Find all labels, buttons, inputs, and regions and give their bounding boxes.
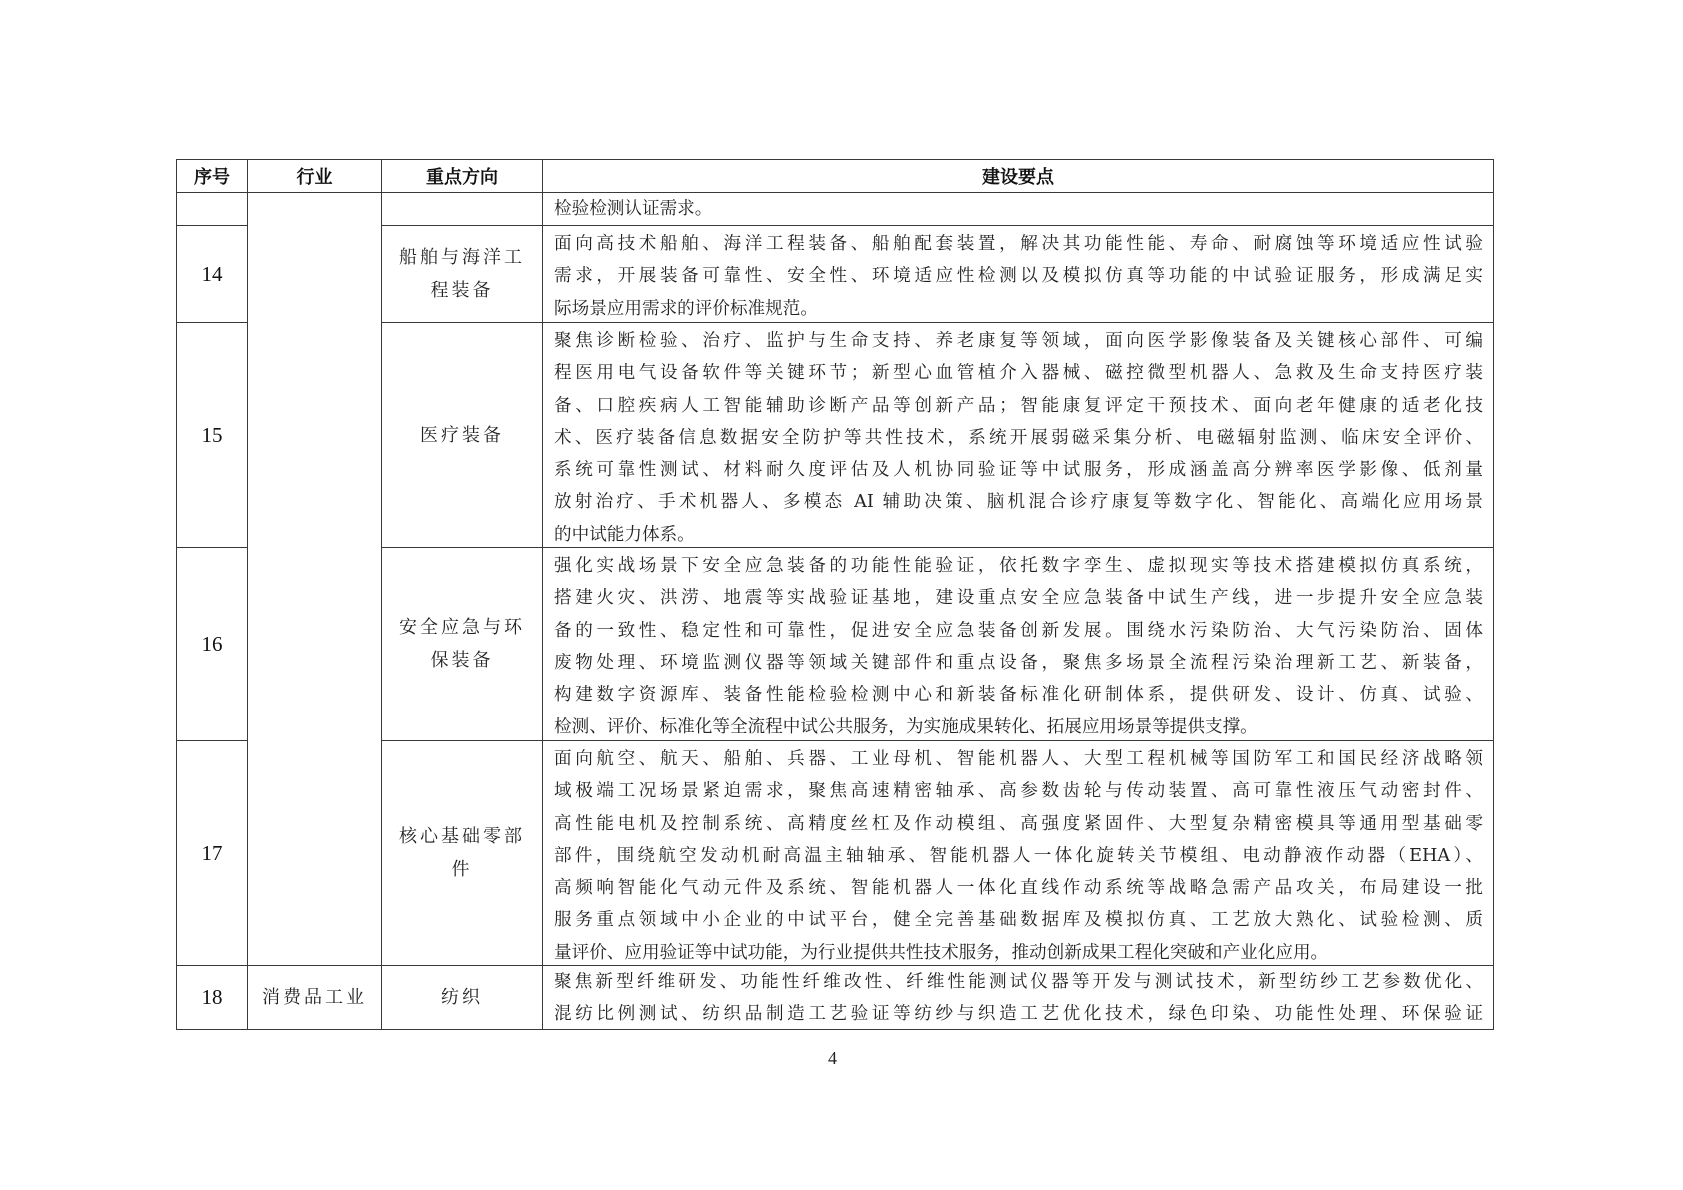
direction-line: 纺织 bbox=[441, 987, 483, 1008]
header-index-label: 序号 bbox=[194, 167, 230, 188]
points-line: 需求，开展装备可靠性、安全性、环境适应性检测以及模拟仿真等功能的中试验证服务，形成满足实 bbox=[554, 266, 1483, 287]
direction-line: 医疗装备 bbox=[420, 424, 504, 446]
points-line: 聚焦诊断检验、治疗、监护与生命支持、养老康复等领域，面向医学影像装备及关键核心部件、可编 bbox=[554, 331, 1483, 351]
direction-line: 船舶与海洋工 bbox=[399, 247, 525, 268]
row-16-index bbox=[176, 547, 248, 741]
direction-line: 安全应急与环 bbox=[399, 617, 525, 638]
page-number: 4 bbox=[828, 1048, 837, 1068]
points-line: 备的一致性、稳定性和可靠性，促进安全应急装备创新发展。围绕水污染防治、大气污染防治、固体 bbox=[554, 620, 1483, 641]
row-14-index bbox=[176, 225, 248, 323]
points-line: 搭建火灾、洪涝、地震等实战验证基地，建设重点安全应急装备中试生产线，进一步提升安全应急装 bbox=[554, 588, 1483, 609]
points-line: 术、医疗装备信息数据安全防护等共性技术，系统开展弱磁采集分析、电磁辐射监测、临床安全评价、 bbox=[554, 427, 1483, 448]
points-line: 域极端工况场景紧迫需求，聚焦高速精密轴承、高参数齿轮与传动装置、高可靠性液压气动密封件、 bbox=[554, 781, 1483, 802]
points-line: 的中试能力体系。 bbox=[554, 524, 695, 545]
points-line: 聚焦新型纤维研发、功能性纤维改性、纤维性能测试仪器等开发与测试技术，新型纺纱工艺参数优化、 bbox=[554, 972, 1483, 992]
header-points-label: 建设要点 bbox=[982, 167, 1054, 188]
continuation-index-cell bbox=[176, 192, 248, 226]
points-line: 量评价、应用验证等中试功能，为行业提供共性技术服务，推动创新成果工程化突破和产业化应用。 bbox=[554, 942, 1329, 963]
row-15-points bbox=[542, 322, 1494, 548]
row-index-label: 17 bbox=[201, 840, 223, 865]
points-line: 放射治疗、手术机器人、多模态 AI 辅助决策、脑机混合诊疗康复等数字化、智能化、高端化应用场景 bbox=[554, 492, 1483, 513]
direction-line: 程装备 bbox=[430, 280, 494, 301]
row-17-direction bbox=[381, 740, 543, 966]
row-14-direction bbox=[381, 225, 543, 323]
industry-cell-merged bbox=[247, 192, 382, 966]
row-index-label: 16 bbox=[201, 631, 223, 656]
header-points bbox=[542, 159, 1494, 193]
industry-table bbox=[176, 159, 1494, 1029]
header-industry-label: 行业 bbox=[296, 167, 333, 188]
points-line: 检测、评价、标准化等全流程中试公共服务，为实施成果转化、拓展应用场景等提供支撑。 bbox=[554, 717, 1258, 738]
header-direction bbox=[381, 159, 543, 193]
points-line: 强化实战场景下安全应急装备的功能性能验证，依托数字孪生、虚拟现实等技术搭建模拟仿真系统， bbox=[554, 556, 1483, 576]
points-line: 高性能电机及控制系统、高精度丝杠及作动模组、高强度紧固件、大型复杂精密模具等通用型基础零 bbox=[554, 813, 1483, 834]
row-15-direction bbox=[381, 322, 543, 548]
row-index-label: 18 bbox=[201, 985, 223, 1009]
points-line: 部件，围绕航空发动机耐高温主轴轴承、智能机器人一体化旋转关节模组、电动静液作动器（EHA）、 bbox=[554, 845, 1483, 866]
points-line: 际场景应用需求的评价标准规范。 bbox=[554, 298, 818, 319]
row-14-points bbox=[542, 225, 1494, 323]
row-17-points bbox=[542, 740, 1494, 966]
row-15-index bbox=[176, 322, 248, 548]
direction-line: 核心基础零部 bbox=[399, 826, 525, 847]
points-line: 检验检测认证需求。 bbox=[554, 199, 713, 219]
row-18-points bbox=[542, 965, 1494, 1030]
points-line: 废物处理、环境监测仪器等领域关键部件和重点设备，聚焦多场景全流程污染治理新工艺、新装备， bbox=[554, 652, 1483, 673]
row-index-label: 15 bbox=[201, 422, 223, 447]
direction-line: 件 bbox=[451, 859, 473, 880]
points-line: 面向高技术船舶、海洋工程装备、船舶配套装置，解决其功能性能、寿命、耐腐蚀等环境适应性试验 bbox=[554, 234, 1483, 254]
points-line: 面向航空、航天、船舶、兵器、工业母机、智能机器人、大型工程机械等国防军工和国民经济战略领 bbox=[554, 749, 1483, 769]
row-18-industry bbox=[247, 965, 382, 1030]
points-line: 高频响智能化气动元件及系统、智能机器人一体化直线作动系统等战略急需产品攻关，布局建设一批 bbox=[554, 878, 1483, 899]
header-direction-label: 重点方向 bbox=[426, 167, 498, 188]
points-line: 系统可靠性测试、材料耐久度评估及人机协同验证等中试服务，形成涵盖高分辨率医学影像、低剂量 bbox=[554, 460, 1483, 481]
row-18-index bbox=[176, 965, 248, 1030]
row-17-index bbox=[176, 740, 248, 966]
continuation-direction-cell bbox=[381, 192, 543, 226]
points-line: 服务重点领域中小企业的中试平台，健全完善基础数据库及模拟仿真、工艺放大熟化、试验检测、质 bbox=[554, 910, 1483, 931]
points-line: 程医用电气设备软件等关键环节；新型心血管植介入器械、磁控微型机器人、急救及生命支持医疗装 bbox=[554, 363, 1483, 384]
direction-line: 保装备 bbox=[430, 650, 494, 671]
row-16-direction bbox=[381, 547, 543, 741]
points-line: 混纺比例测试、纺织品制造工艺验证等纺纱与织造工艺优化技术，绿色印染、功能性处理、环保验证 bbox=[554, 1004, 1483, 1025]
row-index-label: 14 bbox=[201, 261, 223, 286]
continuation-points-cell bbox=[542, 192, 1494, 226]
points-line: 构建数字资源库、装备性能检验检测中心和新装备标准化研制体系，提供研发、设计、仿真、试验、 bbox=[554, 685, 1483, 706]
row-18-direction bbox=[381, 965, 543, 1030]
points-line: 备、口腔疾病人工智能辅助诊断产品等创新产品；智能康复评定干预技术、面向老年健康的适老化技 bbox=[554, 395, 1483, 416]
header-index bbox=[176, 159, 248, 193]
header-industry bbox=[247, 159, 382, 193]
industry-label: 消费品工业 bbox=[262, 987, 367, 1008]
row-16-points bbox=[542, 547, 1494, 741]
